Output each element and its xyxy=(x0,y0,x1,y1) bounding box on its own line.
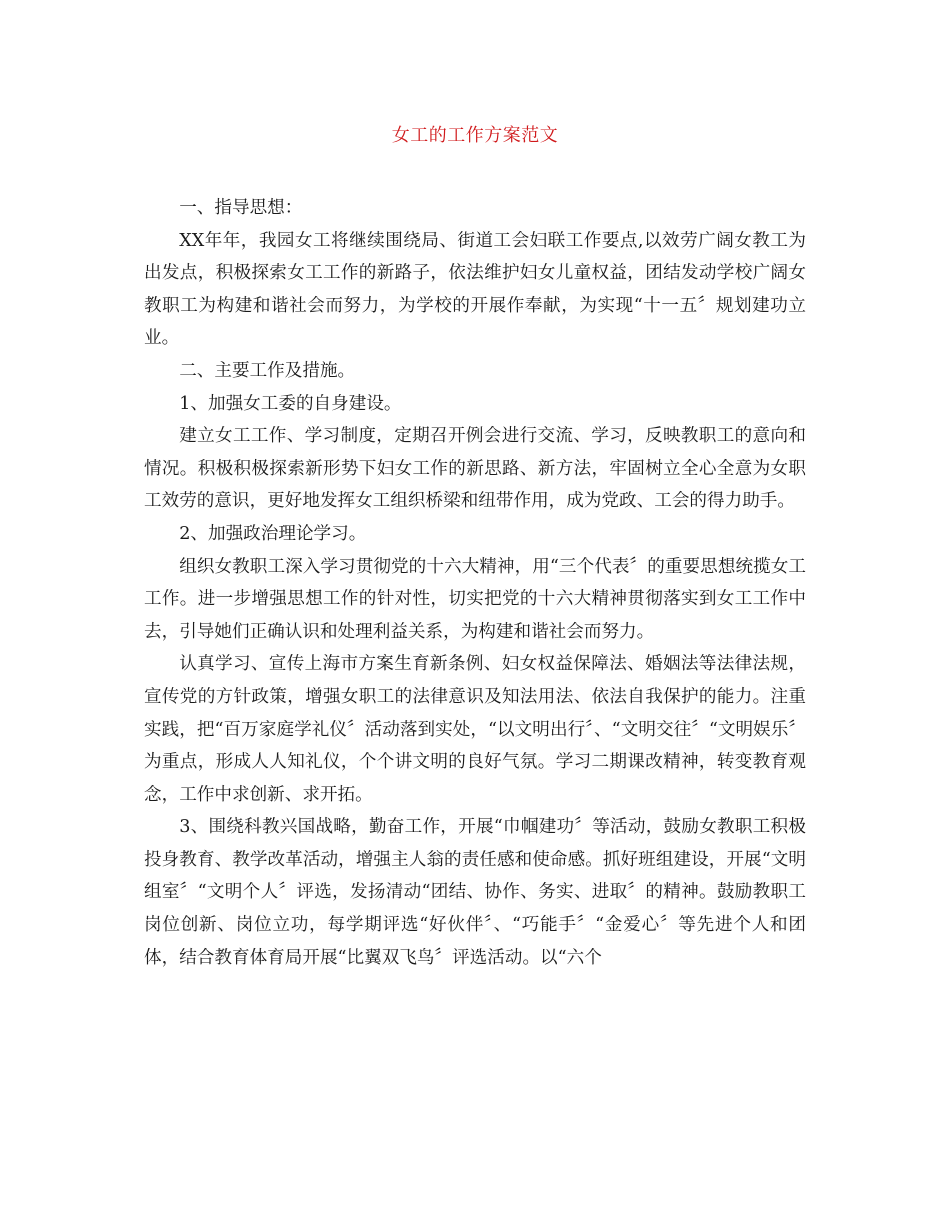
document-body xyxy=(144,192,806,974)
paragraph-heading-guiding-thought: 一、指导思想： xyxy=(179,198,303,218)
paragraph-heading-item-2: 2、加强政治理论学习。 xyxy=(179,523,367,544)
paragraph: 组织女教职工深入学习贯彻党的十六大精神，用“三个代表〞的重要思想统揽女工工作。进一步增强思想工作的针对性，切实把党的十六大精神贯彻落实到女工工作中去，引导她们正确认识和处理利益关系，为构建和谐社会而努力。 xyxy=(144,556,806,642)
paragraph: 认真学习、宣传上海市方案生育新条例、妇女权益保障法、婚姻法等法律法规，宣传党的方针政策，增强女职工的法律意识及知法用法、依法自我保护的能力。注重实践，把“百万家庭学礼仪〞活动落到实处，“以文明出行〞、“文明交往〞“文明娱乐〞为重点，形成人人知礼仪，个个讲文明的良好气氛。学习二期课改精神，转变教育观念，工作中求创新、求开拓。 xyxy=(144,654,806,805)
paragraph: 3、围绕科教兴国战略，勤奋工作，开展“巾帼建功〞等活动，鼓励女教职工积极投身教育、教学改革活动，增强主人翁的责任感和使命感。抓好班组建设，开展“文明组室〞“文明个人〞评选，发扬清动“团结、协作、务实、进取〞的精神。鼓励教职工岗位创新、岗位立功，每学期评选“好伙伴〞、“巧能手〞“金爱心〞等先进个人和团体，结合教育体育局开展“比翼双飞鸟〞评选活动。以“六个 xyxy=(144,817,806,968)
document-title: 女工的工作方案范文 xyxy=(391,125,559,146)
paragraph-heading-main-work: 二、主要工作及措施。 xyxy=(179,360,356,381)
paragraph: 建立女工工作、学习制度，定期召开例会进行交流、学习，反映教职工的意向和情况。积极积极探索新形势下妇女工作的新思路、新方法，牢固树立全心全意为女职工效劳的意识，更好地发挥女工组织桥梁和纽带作用，成为党政、工会的得力助手。 xyxy=(144,426,806,512)
paragraph: XX年年，我园女工将继续围绕局、街道工会妇联工作要点,以效劳广阔女教工为出发点，积极探索女工工作的新路子，依法维护妇女儿童权益，团结发动学校广阔女教职工为构建和谐社会而努力，为学校的开展作奉献，为实现“十一五〞规划建功立业。 xyxy=(144,230,806,349)
paragraph-heading-item-1: 1、加强女工委的自身建设。 xyxy=(179,393,402,414)
